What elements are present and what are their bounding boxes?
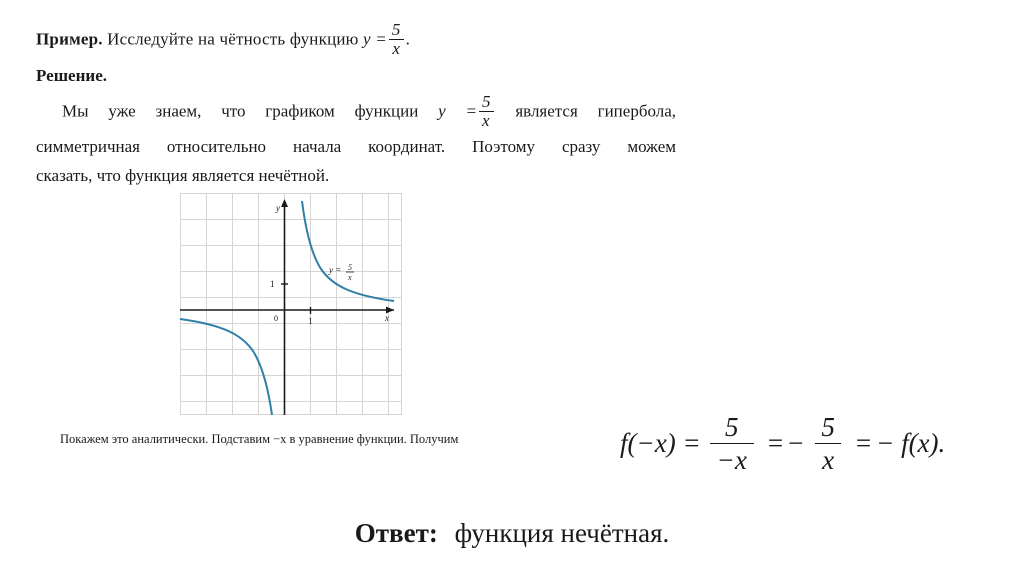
svg-text:5: 5 — [348, 263, 352, 272]
paragraph-fraction-numerator: 5 — [482, 92, 491, 111]
solution-paragraph — [36, 94, 676, 189]
example-label: Пример. — [36, 29, 103, 49]
paragraph-line-1-before: Мы уже знаем, что графиком функции — [62, 101, 419, 121]
answer-text: функция нечётная. — [454, 518, 670, 548]
paragraph-formula-lhs: y = — [438, 101, 477, 121]
formula-fraction-2-numerator: 5 — [821, 412, 835, 442]
formula-fraction-1-denominator: −x — [710, 443, 754, 475]
formula-equals-1: = — [767, 428, 784, 459]
paragraph-line-1-after: является гипербола, — [515, 101, 677, 121]
example-formula-lhs: y = — [363, 29, 387, 49]
display-formula — [620, 412, 945, 475]
y-tick-label: 1 — [270, 279, 275, 289]
example-fraction-denominator: x — [389, 39, 404, 58]
svg-text:y =: y = — [329, 265, 342, 275]
formula-equals-2: = — [855, 428, 872, 459]
analytic-caption: Покажем это аналитически. Подставим −x в уравнение функции. Получим — [60, 432, 459, 446]
formula-fx-neg: f(−x) = — [620, 428, 701, 459]
hyperbola-branch-positive — [302, 201, 394, 301]
paragraph-line-3: сказать, что функция является нечётной. — [36, 165, 330, 185]
hyperbola-graph — [180, 193, 402, 415]
paragraph-line-2: симметричная относительно начала координат. Поэтому сразу можем — [36, 136, 676, 156]
y-axis-arrow — [281, 199, 288, 207]
answer-label: Ответ: — [354, 518, 438, 548]
example-line — [36, 22, 410, 59]
formula-minus-sign: − — [788, 428, 804, 459]
formula-fraction-1-numerator: 5 — [725, 412, 739, 442]
formula-fraction-2 — [814, 412, 842, 475]
graph-grid — [180, 193, 402, 415]
solution-heading: Решение. — [36, 66, 107, 85]
x-axis-label: x — [385, 313, 389, 323]
paragraph-line-1 — [36, 94, 676, 131]
formula-result: − f(x). — [876, 428, 946, 459]
origin-label: 0 — [274, 314, 278, 323]
paragraph-fraction — [479, 93, 494, 130]
svg-text:x: x — [348, 273, 352, 282]
paragraph-fraction-denominator: x — [479, 111, 494, 130]
x-tick-label: 1 — [308, 316, 313, 326]
graph-axes — [180, 201, 394, 415]
example-period: . — [405, 29, 411, 49]
example-fraction — [389, 21, 404, 58]
example-text: Исследуйте на чётность функцию — [107, 29, 359, 49]
y-axis-label: y — [276, 203, 280, 213]
example-fraction-numerator: 5 — [391, 20, 401, 39]
formula-fraction-1 — [710, 412, 754, 475]
curve-label — [328, 263, 354, 282]
answer-line — [0, 518, 1024, 549]
formula-fraction-2-denominator: x — [815, 443, 841, 475]
